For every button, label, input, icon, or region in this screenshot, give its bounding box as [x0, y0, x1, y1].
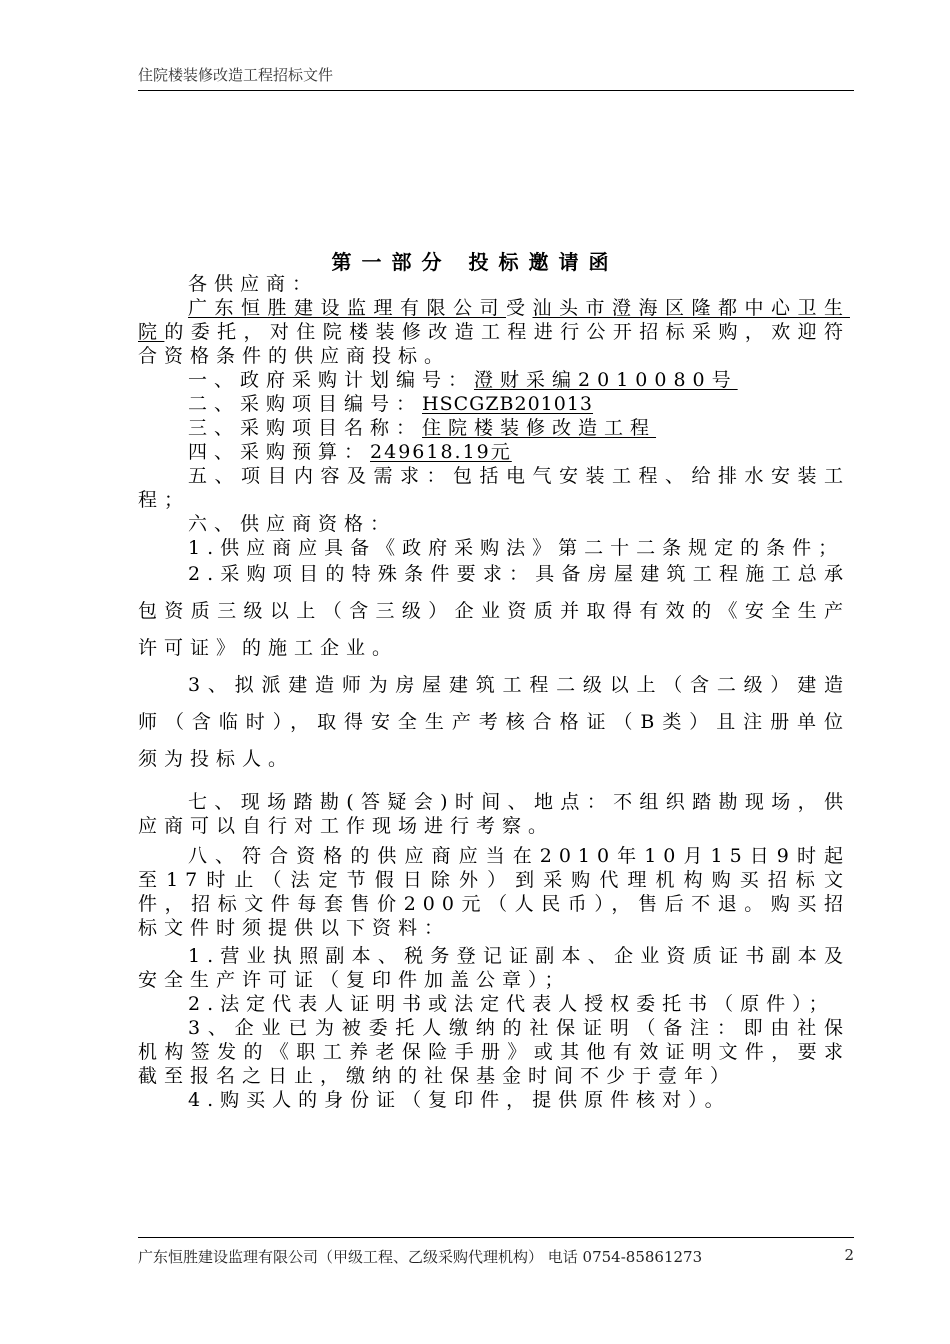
material-2: 2.法定代表人证明书或法定代表人授权委托书（原件）；: [188, 993, 835, 1015]
page-footer: [138, 1237, 854, 1272]
section-gap: [138, 778, 850, 790]
qualification-heading: 六、供应商资格：: [188, 513, 397, 535]
page-title: 第一部分 投标邀请函: [331, 250, 619, 274]
material-1: 1.营业执照副本、税务登记证副本、企业资质证书副本及安全生产许可证（复印件加盖公章）；: [138, 945, 850, 991]
purchase-item: 八、符合资格的供应商应当在2010年10月15日9时起至17时止（法定节假日除外）到采购代理机构购买招标文件，招标文件每套售价200元（人民币），售后不退。购买招标文件时须提供以下资料：: [138, 845, 850, 939]
plan-number-value: 澄财采编2010080号: [474, 369, 738, 391]
material-3: 3、企业已为被委托人缴纳的社保证明（备注：即由社保机构签发的《职工养老保险手册》或其他有效证明文件，要求截至报名之日止，缴纳的社保基金时间不少于壹年）: [138, 1017, 850, 1087]
page-number: 2: [844, 1246, 854, 1264]
header-title: 住院楼装修改造工程招标文件: [138, 66, 334, 84]
client-name: 汕头市澄海区隆都中心卫生院: [138, 297, 850, 343]
qualification-1: 1.供应商应具备《政府采购法》第二十二条规定的条件；: [188, 537, 845, 559]
qualification-3: 3、拟派建造师为房屋建筑工程二级以上（含二级）建造师（含临时），取得安全生产考核合格证（B类）且注册单位须为投标人。: [138, 674, 850, 770]
budget-value: 249618.19元: [370, 441, 512, 463]
project-name-value: 住院楼装修改造工程: [422, 417, 657, 439]
footer-company: 广东恒胜建设监理有限公司（甲级工程、乙级采购代理机构） 电话 0754-85861273: [138, 1248, 703, 1266]
agent-name: 广东恒胜建设监理有限公司: [188, 297, 506, 319]
project-number-item: [138, 392, 850, 416]
salutation: 各供应商：: [188, 273, 319, 295]
plan-number-item: [138, 368, 850, 392]
site-visit-item: 七、现场踏勘(答疑会)时间、地点：不组织踏勘现场，供应商可以自行对工作现场进行考察。: [138, 791, 850, 837]
material-4: 4.购买人的身份证（复印件，提供原件核对）。: [188, 1089, 731, 1111]
budget-label: 四、采购预算：: [188, 441, 371, 463]
document-body: [138, 272, 850, 1112]
budget-item: [138, 440, 850, 464]
intro-paragraph: [138, 296, 850, 368]
project-name-item: [138, 416, 850, 440]
intro-text-1: 受: [505, 297, 533, 319]
project-name-label: 三、采购项目名称：: [188, 417, 423, 439]
intro-text-2: 的委托，对住院楼装修改造工程进行公开招标采购，欢迎符合资格条件的供应商投标。: [138, 321, 850, 367]
project-number-label: 二、采购项目编号：: [188, 393, 423, 415]
plan-number-label: 一、政府采购计划编号：: [188, 369, 475, 391]
project-number-value: HSCGZB201013: [422, 393, 594, 415]
page-header: [138, 60, 854, 91]
qualification-2: 2.采购项目的特殊条件要求：具备房屋建筑工程施工总承包资质三级以上（含三级）企业资质并取得有效的《安全生产许可证》的施工企业。: [138, 563, 850, 659]
content-item: 五、项目内容及需求：包括电气安装工程、给排水安装工程；: [138, 465, 850, 511]
